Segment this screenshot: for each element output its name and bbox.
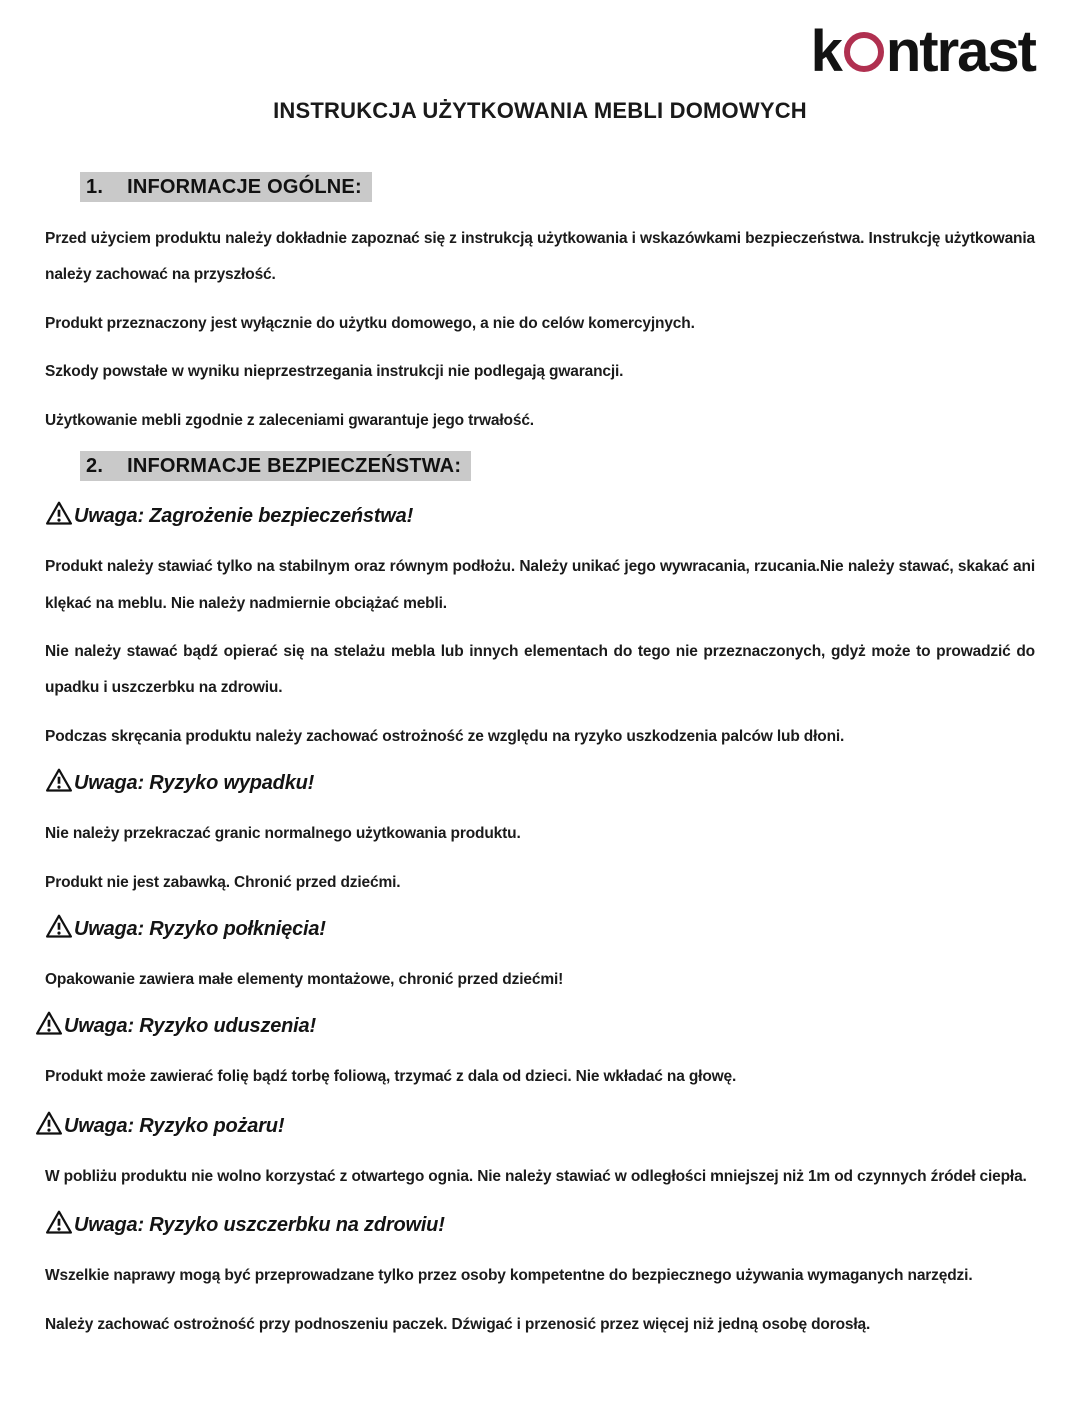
paragraph: Opakowanie zawiera małe elementy montażowe, chronić przed dziećmi! bbox=[45, 971, 564, 989]
section-heading-highlight bbox=[80, 172, 372, 202]
paragraph: Nie należy stawać bądź opierać się na stelażu mebla lub innych elementach do tego nie przeznaczonych, gdyż może to prowadzić do upadku i uszczerbku na zdrowiu. bbox=[45, 642, 1035, 697]
paragraph: Produkt należy stawiać tylko na stabilnym oraz równym podłożu. Należy unikać jego wywracania, rzucania.Nie należy stawać, skakać ani klękać na meblu. Nie należy nadmiernie obciążać mebli. bbox=[45, 558, 1035, 612]
logo-text-after: ntrast bbox=[885, 19, 1035, 84]
section-title: INFORMACJE OGÓLNE: bbox=[127, 176, 362, 198]
logo-text-before: k bbox=[810, 19, 841, 84]
paragraph: Przed użyciem produktu należy dokładnie zapoznać się z instrukcją użytkowania i wskazówkami bezpieczeństwa. Instrukcję użytkowania należy zachować na przyszłość. bbox=[45, 230, 1035, 284]
section-number: 1. bbox=[86, 176, 104, 198]
warning-triangle-icon bbox=[45, 499, 73, 532]
section-heading-highlight bbox=[80, 451, 471, 481]
section-number: 2. bbox=[86, 455, 104, 478]
section-heading bbox=[80, 455, 1035, 478]
warning-heading bbox=[35, 1110, 1035, 1143]
warning-triangle-icon bbox=[45, 766, 73, 799]
paragraph: W pobliżu produktu nie wolno korzystać z otwartego ognia. Nie należy stawiać w odległości mniejszej niż 1m od czynnych źródeł ciepła. bbox=[45, 1167, 1027, 1185]
logo-o-ring-icon bbox=[844, 32, 884, 72]
section-heading bbox=[80, 176, 1035, 199]
kontrast-logo bbox=[811, 20, 1035, 84]
warning-text: Uwaga: Ryzyko uszczerbku na zdrowiu! bbox=[74, 1214, 445, 1237]
paragraph: Szkody powstałe w wyniku nieprzestrzegania instrukcji nie podlegają gwarancji. bbox=[45, 363, 624, 381]
warning-heading bbox=[45, 500, 1035, 533]
warning-triangle-icon bbox=[35, 1109, 63, 1142]
warning-text: Uwaga: Ryzyko połknięcia! bbox=[74, 918, 326, 941]
paragraph: Produkt przeznaczony jest wyłącznie do użytku domowego, a nie do celów komercyjnych. bbox=[45, 314, 695, 332]
paragraph: Produkt nie jest zabawką. Chronić przed dziećmi. bbox=[45, 873, 401, 891]
warning-text: Uwaga: Ryzyko wypadku! bbox=[74, 772, 315, 795]
section-title: INFORMACJE BEZPIECZEŃSTWA: bbox=[127, 455, 462, 478]
logo-row bbox=[45, 20, 1035, 94]
warning-heading bbox=[45, 767, 1035, 800]
paragraph: Należy zachować ostrożność przy podnoszeniu paczek. Dźwigać i przenosić przez więcej niż jedną osobę dorosłą. bbox=[45, 1315, 871, 1333]
document-body bbox=[45, 176, 1035, 1343]
warning-triangle-icon bbox=[35, 1009, 63, 1042]
paragraph: Produkt może zawierać folię bądź torbę foliową, trzymać z dala od dzieci. Nie wkładać na głowę. bbox=[45, 1068, 737, 1086]
warning-text: Uwaga: Ryzyko uduszenia! bbox=[64, 1015, 316, 1038]
paragraph: Wszelkie naprawy mogą być przeprowadzane tylko przez osoby kompetentne do bezpiecznego używania wymaganych narzędzi. bbox=[45, 1267, 973, 1285]
warning-heading bbox=[45, 1209, 1035, 1242]
paragraph: Nie należy przekraczać granic normalnego użytkowania produktu. bbox=[45, 825, 521, 843]
warning-text: Uwaga: Ryzyko pożaru! bbox=[64, 1114, 285, 1137]
warning-triangle-icon bbox=[45, 1208, 73, 1241]
warning-triangle-icon bbox=[45, 912, 73, 945]
page-title: INSTRUKCJA UŻYTKOWANIA MEBLI DOMOWYCH bbox=[273, 98, 807, 123]
paragraph: Użytkowanie mebli zgodnie z zaleceniami gwarantuje jego trwałość. bbox=[45, 411, 534, 429]
warning-heading bbox=[45, 913, 1035, 946]
warning-heading bbox=[35, 1010, 1035, 1043]
warning-text: Uwaga: Zagrożenie bezpieczeństwa! bbox=[74, 505, 414, 528]
paragraph: Podczas skręcania produktu należy zachować ostrożność ze względu na ryzyko uszkodzenia palców lub dłoni. bbox=[45, 727, 845, 745]
